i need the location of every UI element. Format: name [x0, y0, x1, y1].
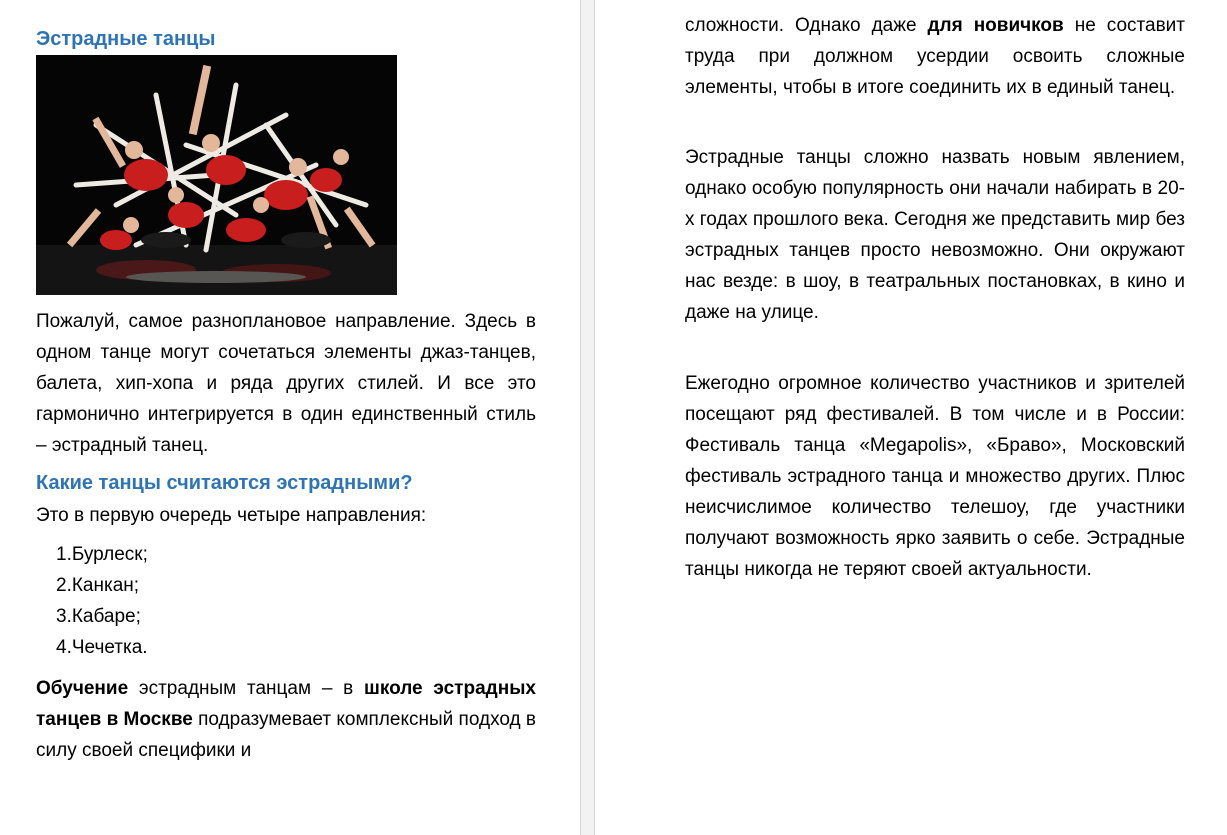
bold-text: для новичков — [927, 15, 1064, 36]
paragraph-continuation — [685, 10, 1185, 103]
section-heading-estradnye-tantsy: Эстрадные танцы — [36, 28, 216, 50]
paragraph-history: Эстрадные танцы сложно назвать новым явлением, однако особую популярность они начали набирать в 20-х годах прошлого века. Сегодня же представить мир без эстрадных танцев просто невозможно. Они окружают нас везде: в шоу, в театральных постановках, в кино и даже на улице. — [685, 147, 1186, 323]
list-item: 3.Кабаре; — [56, 606, 141, 627]
body-text: сложности. Однако даже — [685, 15, 928, 36]
paragraph-training — [36, 673, 536, 766]
page-gap-divider — [580, 0, 595, 835]
body-text: не составит труда при должном усердии освоить сложные элементы, чтобы в итоге соединить их в единый танец. — [685, 15, 1185, 98]
section-heading-which-dances: Какие танцы считаются эстрадными? — [36, 472, 413, 494]
paragraph-festivals: Ежегодно огромное количество участников и зрителей посещают ряд фестивалей. В том числе и в России: Фестиваль танца «Megapolis», «Браво», Московский фестиваль эстрадного танца и множество других. Плюс неисчислимое количество телешоу, где участники получают возможность ярко заявить о себе. Эстрадные танцы никогда не теряют своей актуальности. — [685, 373, 1185, 580]
body-text: эстрадным танцам – в — [128, 678, 364, 699]
paragraph-intro: Пожалуй, самое разноплановое направление. Здесь в одном танце могут сочетаться элементы джаз-танцев, балета, хип-хопа и ряда других стилей. И все это гармонично интегрируется в один единственный стиль – эстрадный танец. — [36, 311, 536, 456]
list-item: 4.Чечетка. — [56, 637, 148, 658]
document-page-right — [595, 0, 1227, 835]
bold-text: школе эстрадных танцев в Москве — [36, 678, 536, 730]
body-text: подразумевает комплексный подход в силу своей специфики и — [36, 709, 536, 761]
dance-group-photo — [36, 55, 397, 295]
list-item: 2.Канкан; — [56, 575, 140, 596]
document-page-left — [0, 0, 580, 835]
dance-styles-list — [56, 539, 148, 663]
paragraph-four-directions: Это в первую очередь четыре направления: — [36, 505, 427, 526]
bold-text: Обучение — [36, 678, 129, 699]
list-item: 1.Бурлеск; — [56, 544, 148, 565]
